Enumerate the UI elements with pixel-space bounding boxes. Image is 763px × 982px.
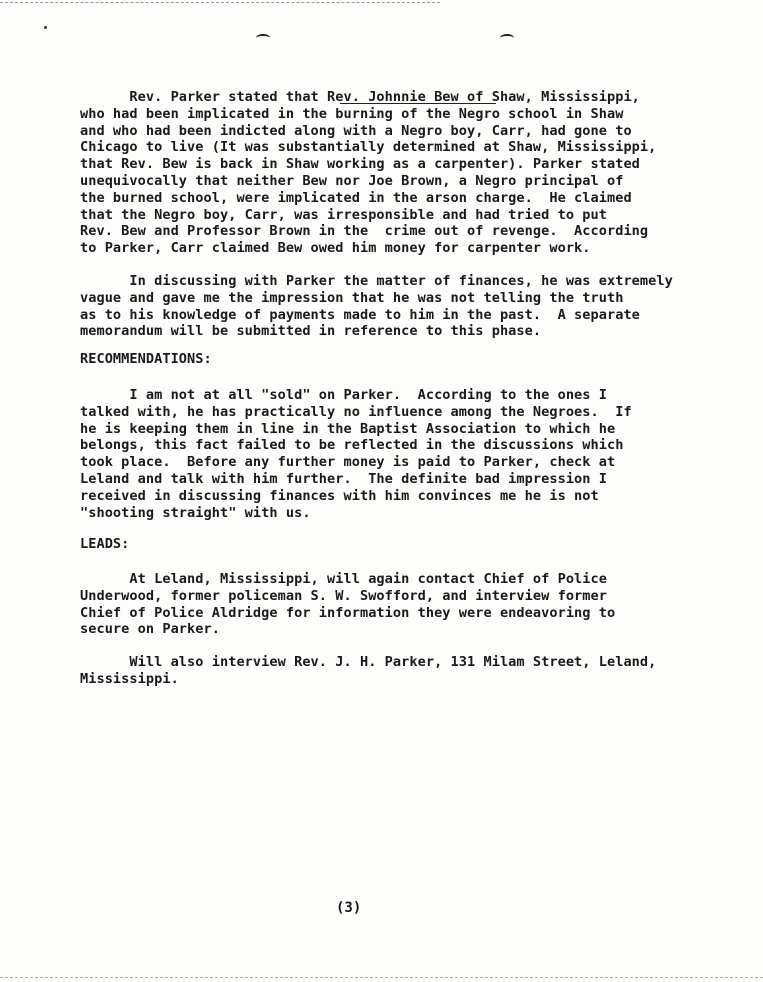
bottom-edge-perforation [0,977,763,978]
staple-mark-right [500,34,514,42]
heading-recommendations: RECOMMENDATIONS: [80,351,212,367]
staple-mark-left [256,34,270,42]
speck-mark [44,26,47,29]
paragraph-lead-leland: At Leland, Mississippi, will again contact Chief of Police Underwood, former policeman S. W. Swofford, and interview former Chief of Police Aldridge for information they were endeavoring to secure on Parker. [80,571,616,638]
paragraph-parker-statement: Rev. Parker stated that Rev. Johnnie Bew of Shaw, Mississippi, who had been implicated in the burning of the Negro school in Shaw and who had been indicted along with a Negro boy, Carr, had gone to Chicago to live (It was substantially determined at Shaw, Mississippi, that Rev. Bew is back in Shaw working as a carpenter). Parker stated unequivocally that neither Bew nor Joe Brown, a Negro principal of the burned school, were implicated in the arson charge. He claimed that the Negro boy, Carr, was irresponsible and had tried to put Rev. Bew and Professor Brown in the crime out of revenge. According to Parker, Carr claimed Bew owed him money for carpenter work. [80,89,657,257]
paragraph-finances: In discussing with Parker the matter of finances, he was extremely vague and gave me the impression that he was not telling the truth as to his knowledge of payments made to him in the past. A separate memorandum will be submitted in reference to this phase. [80,273,673,340]
paragraph-lead-parker: Will also interview Rev. J. H. Parker, 131 Milam Street, Leland, Mississippi. [80,654,657,687]
heading-leads: LEADS: [80,536,130,552]
page-number: (3) [336,900,362,916]
paragraph-recommendations: I am not at all "sold" on Parker. According to the ones I talked with, he has practically no influence among the Negroes. If he is keeping them in line in the Baptist Association to which he belongs, this fact failed to be reflected in the discussions which took place. Before any further money is paid to Parker, check at Leland and talk with him further. The definite bad impression I received in discussing finances with him convinces me he is not "shooting straight" with us. [80,387,632,521]
top-edge-perforation [0,2,440,3]
